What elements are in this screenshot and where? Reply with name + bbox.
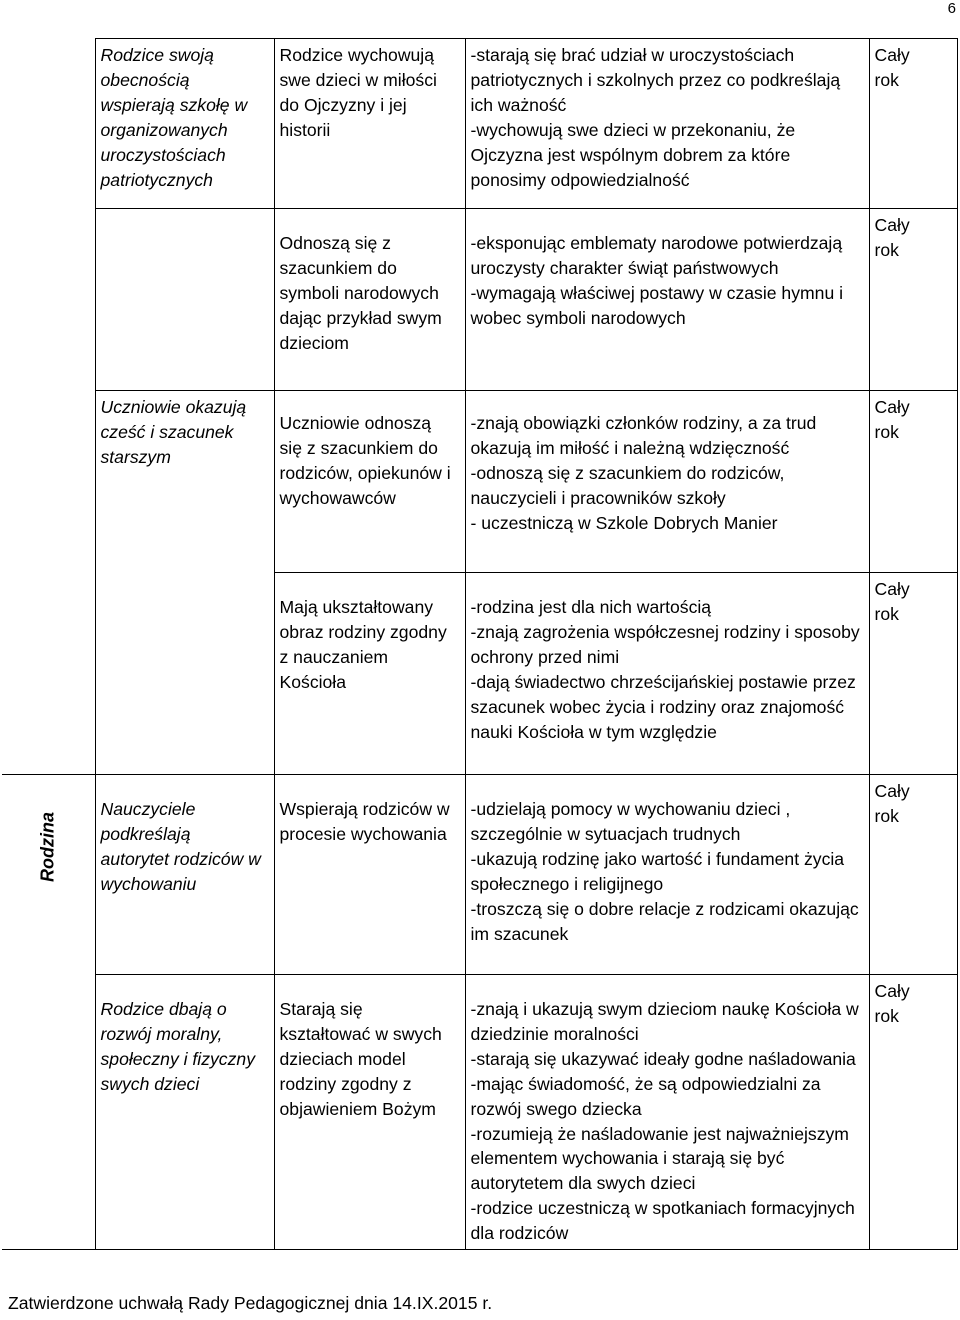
goal-cell xyxy=(95,573,274,775)
period-cell: Cały rok xyxy=(869,209,957,391)
table-row xyxy=(2,975,957,1250)
goal-cell: Rodzice swoją obecnością wspierają szkołę w organizowanych uroczystościach patriotycznych xyxy=(95,39,274,209)
section-label-cell xyxy=(2,775,95,1250)
outcome-cell: Odnoszą się z szacunkiem do symboli narodowych dając przykład swym dzieciom xyxy=(274,209,465,391)
outcome-cell: Mają ukształtowany obraz rodziny zgodny z nauczaniem Kościoła xyxy=(274,573,465,775)
page-number: 6 xyxy=(947,0,956,17)
period-cell: Cały rok xyxy=(869,775,957,975)
outcome-cell: Uczniowie odnoszą się z szacunkiem do rodziców, opiekunów i wychowawców xyxy=(274,391,465,573)
table-row xyxy=(2,573,957,775)
period-cell: Cały rok xyxy=(869,975,957,1250)
actions-cell: -rodzina jest dla nich wartością -znają zagrożenia współczesnej rodziny i sposoby ochrony przed nimi -dają świadectwo chrześcijańskiej postawie przez szacunek wobec życia i rodziny oraz znajomość nauki Kościoła w tym względzie xyxy=(465,573,869,775)
section-blank-cell xyxy=(2,39,95,775)
goal-cell: Uczniowie okazują cześć i szacunek starszym xyxy=(95,391,274,573)
outcome-cell: Rodzice wychowują swe dzieci w miłości do Ojczyzny i jej historii xyxy=(274,39,465,209)
period-cell: Cały rok xyxy=(869,573,957,775)
goal-cell: Rodzice dbają o rozwój moralny, społeczny i fizyczny swych dzieci xyxy=(95,975,274,1250)
period-cell: Cały rok xyxy=(869,391,957,573)
table-row xyxy=(2,391,957,573)
table-row xyxy=(2,775,957,975)
actions-cell: -znają i ukazują swym dzieciom naukę Kościoła w dziedzinie moralności -starają się ukazywać ideały godne naśladowania -mając świadomość, że są odpowiedzialni za rozwój swego dziecka -rozumieją że naśladowanie jest najważniejszym elementem wychowania i starają się być autorytetem dla swych dzieci -rodzice uczestniczą w spotkaniach formacyjnych dla rodziców xyxy=(465,975,869,1250)
section-label: Rodzina xyxy=(37,812,58,882)
plan-table xyxy=(2,38,958,1250)
actions-cell: -znają obowiązki członków rodziny, a za trud okazują im miłość i należną wdzięczność -odnoszą się z szacunkiem do rodziców, nauczycieli i pracowników szkoły - uczestniczą w Szkole Dobrych Manier xyxy=(465,391,869,573)
actions-cell: -udzielają pomocy w wychowaniu dzieci , szczególnie w sytuacjach trudnych -ukazują rodzinę jako wartość i fundament życia społecznego i religijnego -troszczą się o dobre relacje z rodzicami okazując im szacunek xyxy=(465,775,869,975)
outcome-cell: Starają się kształtować w swych dzieciach model rodziny zgodny z objawieniem Bożym xyxy=(274,975,465,1250)
table-row xyxy=(2,39,957,209)
actions-cell: -starają się brać udział w uroczystościach patriotycznych i szkolnych przez co podkreślają ich ważność -wychowują swe dzieci w przekonaniu, że Ojczyzna jest wspólnym dobrem za które ponosimy odpowiedzialność xyxy=(465,39,869,209)
goal-cell: Nauczyciele podkreślają autorytet rodziców w wychowaniu xyxy=(95,775,274,975)
approval-footer: Zatwierdzone uchwałą Rady Pedagogicznej dnia 14.IX.2015 r. xyxy=(8,1293,493,1313)
table-row xyxy=(2,209,957,391)
outcome-cell: Wspierają rodziców w procesie wychowania xyxy=(274,775,465,975)
goal-cell xyxy=(95,209,274,391)
actions-cell: -eksponując emblematy narodowe potwierdzają uroczysty charakter świąt państwowych -wymagają właściwej postawy w czasie hymnu i wobec symboli narodowych xyxy=(465,209,869,391)
period-cell: Cały rok xyxy=(869,39,957,209)
